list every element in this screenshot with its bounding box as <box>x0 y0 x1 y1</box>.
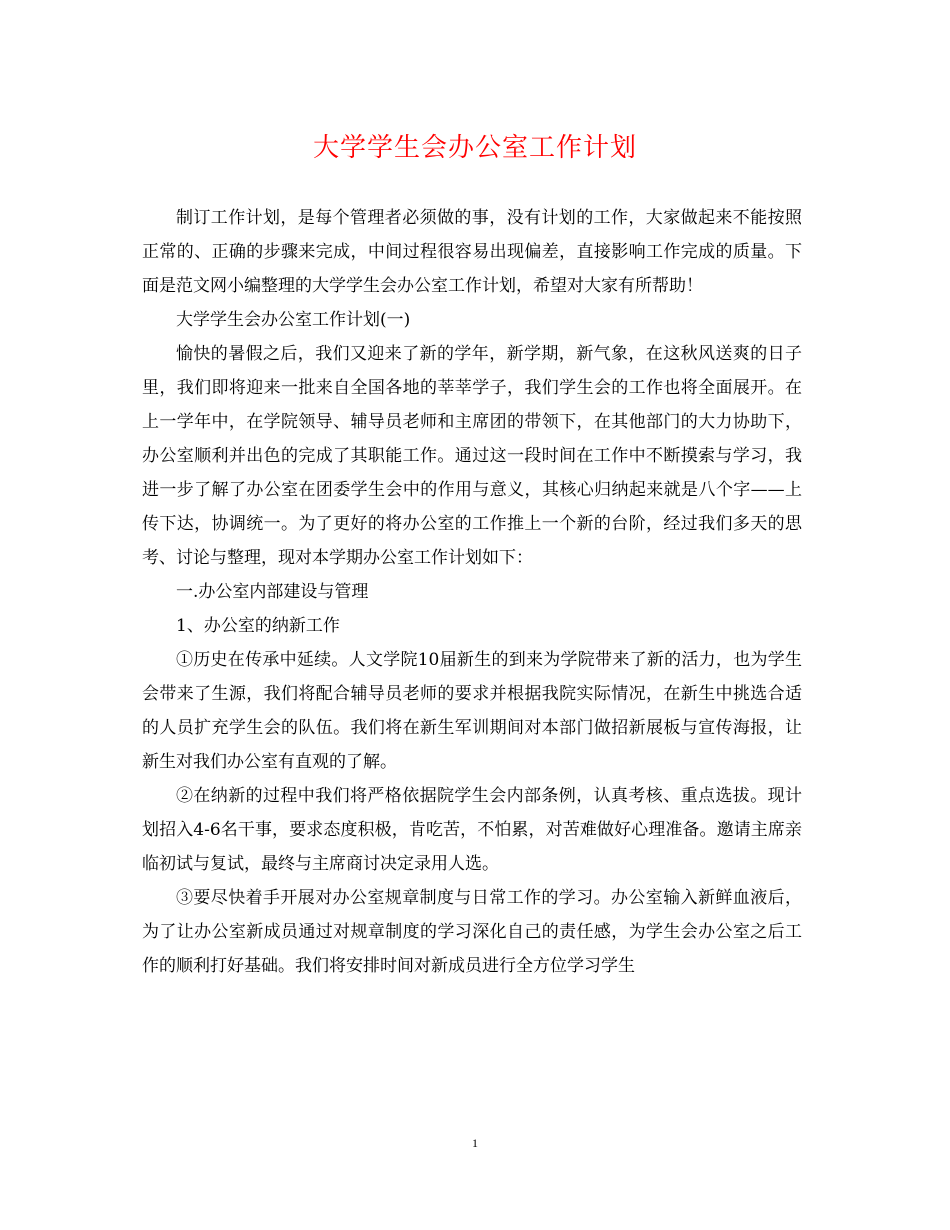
page-number: 1 <box>472 1136 478 1150</box>
paragraph-item-1: ①历史在传承中延续。人文学院10届新生的到来为学院带来了新的活力，也为学生会带来了生源，我们将配合辅导员老师的要求并根据我院实际情况，在新生中挑选合适的人员扩充学生会的队伍。我们将在新生军训期间对本部门做招新展板与宣传海报，让新生对我们办公室有直观的了解。 <box>142 650 802 772</box>
paragraph-section-heading: 大学学生会办公室工作计划(一) <box>176 310 411 330</box>
document-body <box>142 201 802 983</box>
paragraph-overview: 愉快的暑假之后，我们又迎来了新的学年，新学期，新气象，在这秋风送爽的日子里，我们即将迎来一批来自全国各地的莘莘学子，我们学生会的工作也将全面展开。在上一学年中，在学院领导、辅导员老师和主席团的带领下，在其他部门的大力协助下，办公室顺利并出色的完成了其职能工作。通过这一段时间在工作中不断摸索与学习，我进一步了解了办公室在团委学生会中的作用与意义，其核心归纳起来就是八个字——上传下达，协调统一。为了更好的将办公室的工作推上一个新的台阶，经过我们多天的思考、讨论与整理，现对本学期办公室工作计划如下： <box>142 344 802 568</box>
paragraph-item-2: ②在纳新的过程中我们将严格依据院学生会内部条例，认真考核、重点选拔。现计划招入4-6名干事，要求态度积极，肯吃苦，不怕累，对苦难做好心理准备。邀请主席亲临初试与复试，最终与主席商讨决定录用人选。 <box>142 786 802 874</box>
paragraph-intro: 制订工作计划，是每个管理者必须做的事，没有计划的工作，大家做起来不能按照正常的、正确的步骤来完成，中间过程很容易出现偏差，直接影响工作完成的质量。下面是范文网小编整理的大学学生会办公室工作计划，希望对大家有所帮助！ <box>142 208 802 296</box>
paragraph-subheading-1: 1、办公室的纳新工作 <box>176 616 340 636</box>
paragraph-item-3: ③要尽快着手开展对办公室规章制度与日常工作的学习。办公室输入新鲜血液后，为了让办公室新成员通过对规章制度的学习深化自己的责任感，为学生会办公室之后工作的顺利打好基础。我们将安排时间对新成员进行全方位学习学生 <box>142 888 802 976</box>
paragraph-heading-1: 一.办公室内部建设与管理 <box>176 582 369 602</box>
document-title: 大学学生会办公室工作计划 <box>312 133 637 163</box>
